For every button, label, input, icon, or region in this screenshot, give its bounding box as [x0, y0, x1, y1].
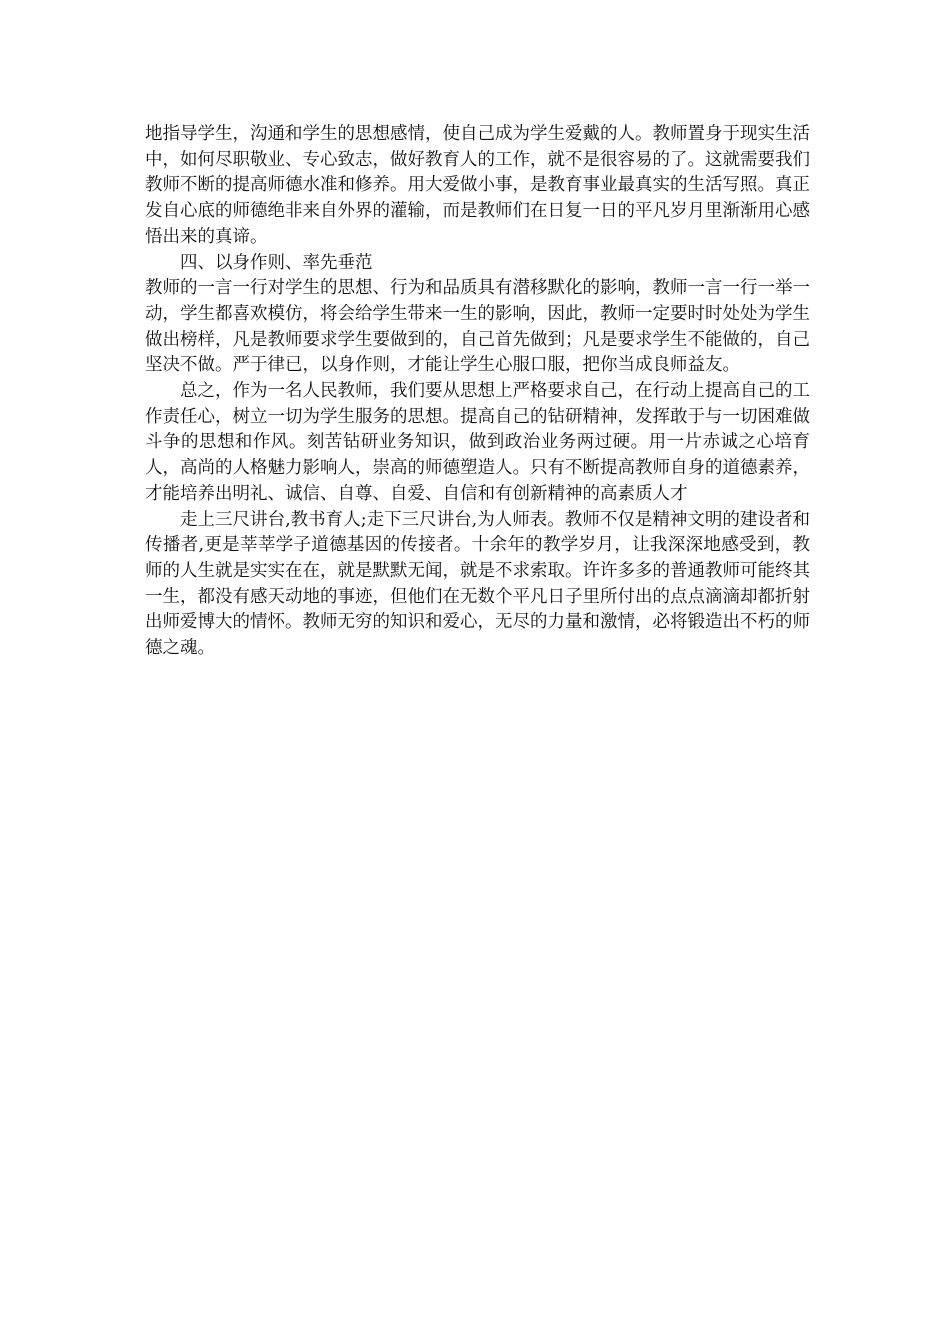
- paragraph-continued: 地指导学生，沟通和学生的思想感情，使自己成为学生爱戴的人。教师置身于现实生活中，如何尽职敬业、专心致志，做好教育人的工作，就不是很容易的了。这就需要我们教师不断的提高师德水准和修养。用大爱做小事，是教育事业最真实的生活写照。真正发自心底的师德绝非来自外界的灌输，而是教师们在日复一日的平凡岁月里渐渐用心感悟出来的真谛。: [145, 124, 810, 247]
- paragraph-conclusion: 总之，作为一名人民教师，我们要从思想上严格要求自己，在行动上提高自己的工作责任心，树立一切为学生服务的思想。提高自己的钻研精神，发挥敢于与一切困难做斗争的思想和作风。刻苦钻研业务知识，做到政治业务两过硬。用一片赤诚之心培育人，高尚的人格魅力影响人，崇高的师德塑造人。只有不断提高教师自身的道德素养，才能培养出明礼、诚信、自尊、自爱、自信和有创新精神的高素质人才: [145, 381, 810, 504]
- document-body: [145, 122, 810, 662]
- section-heading: 四、以身作则、率先垂范: [180, 252, 373, 273]
- paragraph-lead-by-example: 教师的一言一行对学生的思想、行为和品质具有潜移默化的影响，教师一言一行一举一动，学生都喜欢模仿，将会给学生带来一生的影响，因此，教师一定要时时处处为学生做出榜样，凡是教师要求学生要做到的，自己首先做到；凡是要求学生不能做的，自己坚决不做。严于律已，以身作则，才能让学生心服口服，把你当成良师益友。: [145, 278, 810, 376]
- paragraph-closing: 走上三尺讲台,教书育人;走下三尺讲台,为人师表。教师不仅是精神文明的建设者和传播者,更是莘莘学子道德基因的传接者。十余年的教学岁月，让我深深地感受到，教师的人生就是实实在在，就是默默无闻，就是不求索取。许许多多的普通教师可能终其一生，都没有感天动地的事迹，但他们在无数个平凡日子里所付出的点点滴滴却都折射出师爱博大的情怀。教师无穷的知识和爱心，无尽的力量和激情，必将锻造出不朽的师德之魂。: [145, 509, 810, 659]
